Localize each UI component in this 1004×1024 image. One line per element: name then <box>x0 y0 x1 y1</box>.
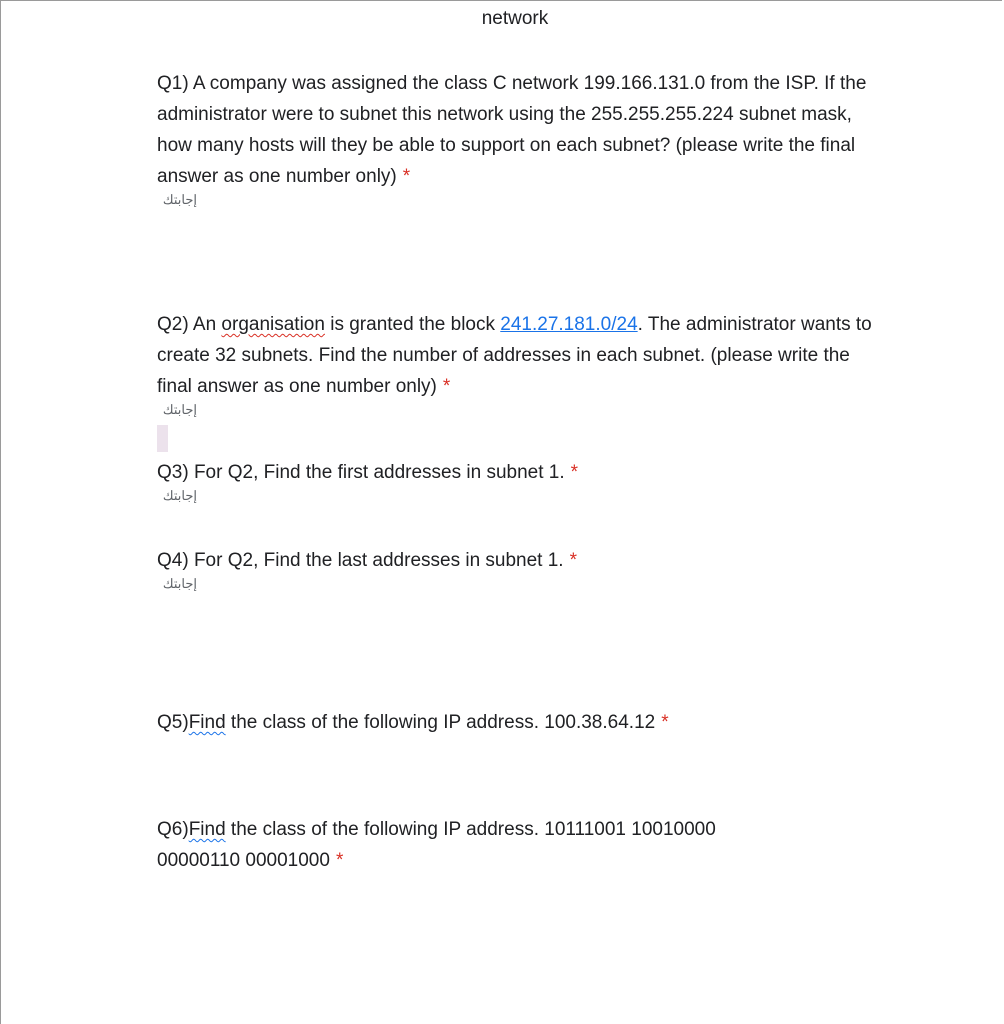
answer-hint[interactable]: إجابتك <box>162 192 197 207</box>
required-marker: * <box>442 376 451 397</box>
answer-input-cursor[interactable] <box>157 425 168 452</box>
question-3-text: Q3) For Q2, Find the first addresses in subnet 1. <box>157 462 565 483</box>
required-marker: * <box>402 166 411 187</box>
required-marker: * <box>335 850 344 871</box>
question-2 <box>157 309 887 417</box>
question-4 <box>157 545 887 591</box>
document-title: network <box>481 8 549 29</box>
question-4-text: Q4) For Q2, Find the last addresses in subnet 1. <box>157 550 564 571</box>
ip-block-link[interactable]: 241.27.181.0/24 <box>500 314 638 335</box>
underlined-word[interactable]: Find <box>188 819 226 840</box>
answer-hint[interactable]: إجابتك <box>162 402 197 417</box>
question-1 <box>157 68 887 207</box>
question-3 <box>157 457 887 503</box>
required-marker: * <box>570 462 579 483</box>
answer-hint[interactable]: إجابتك <box>162 576 197 591</box>
answer-hint[interactable]: إجابتك <box>162 488 197 503</box>
underlined-word[interactable]: Find <box>188 712 226 733</box>
question-5-prefix: Q5) <box>157 712 189 733</box>
question-2-suffix: . The administrator wants to create 32 subnets. Find the number of addresses in each subnet. (please write the final answer as one number only) <box>157 314 872 397</box>
required-marker: * <box>661 712 669 733</box>
required-marker: * <box>569 550 577 571</box>
misspelled-word[interactable]: organisation <box>221 314 325 335</box>
question-2-mid: is granted the block <box>324 314 501 335</box>
question-2-prefix: Q2) An <box>157 314 222 335</box>
question-6-prefix: Q6) <box>157 819 189 840</box>
question-6-suffix: the class of the following IP address. 10111001 10010000 00000110 00001000 <box>157 819 716 871</box>
question-1-text: Q1) A company was assigned the class C network 199.166.131.0 from the ISP. If the administrator were to subnet this network using the 255.255.255.224 subnet mask, how many hosts will they be able to support on each subnet? (please write the final answer as one number only) <box>157 73 867 187</box>
question-6 <box>157 814 797 876</box>
question-5 <box>157 707 887 738</box>
question-5-suffix: the class of the following IP address. 100.38.64.12 <box>225 712 656 733</box>
